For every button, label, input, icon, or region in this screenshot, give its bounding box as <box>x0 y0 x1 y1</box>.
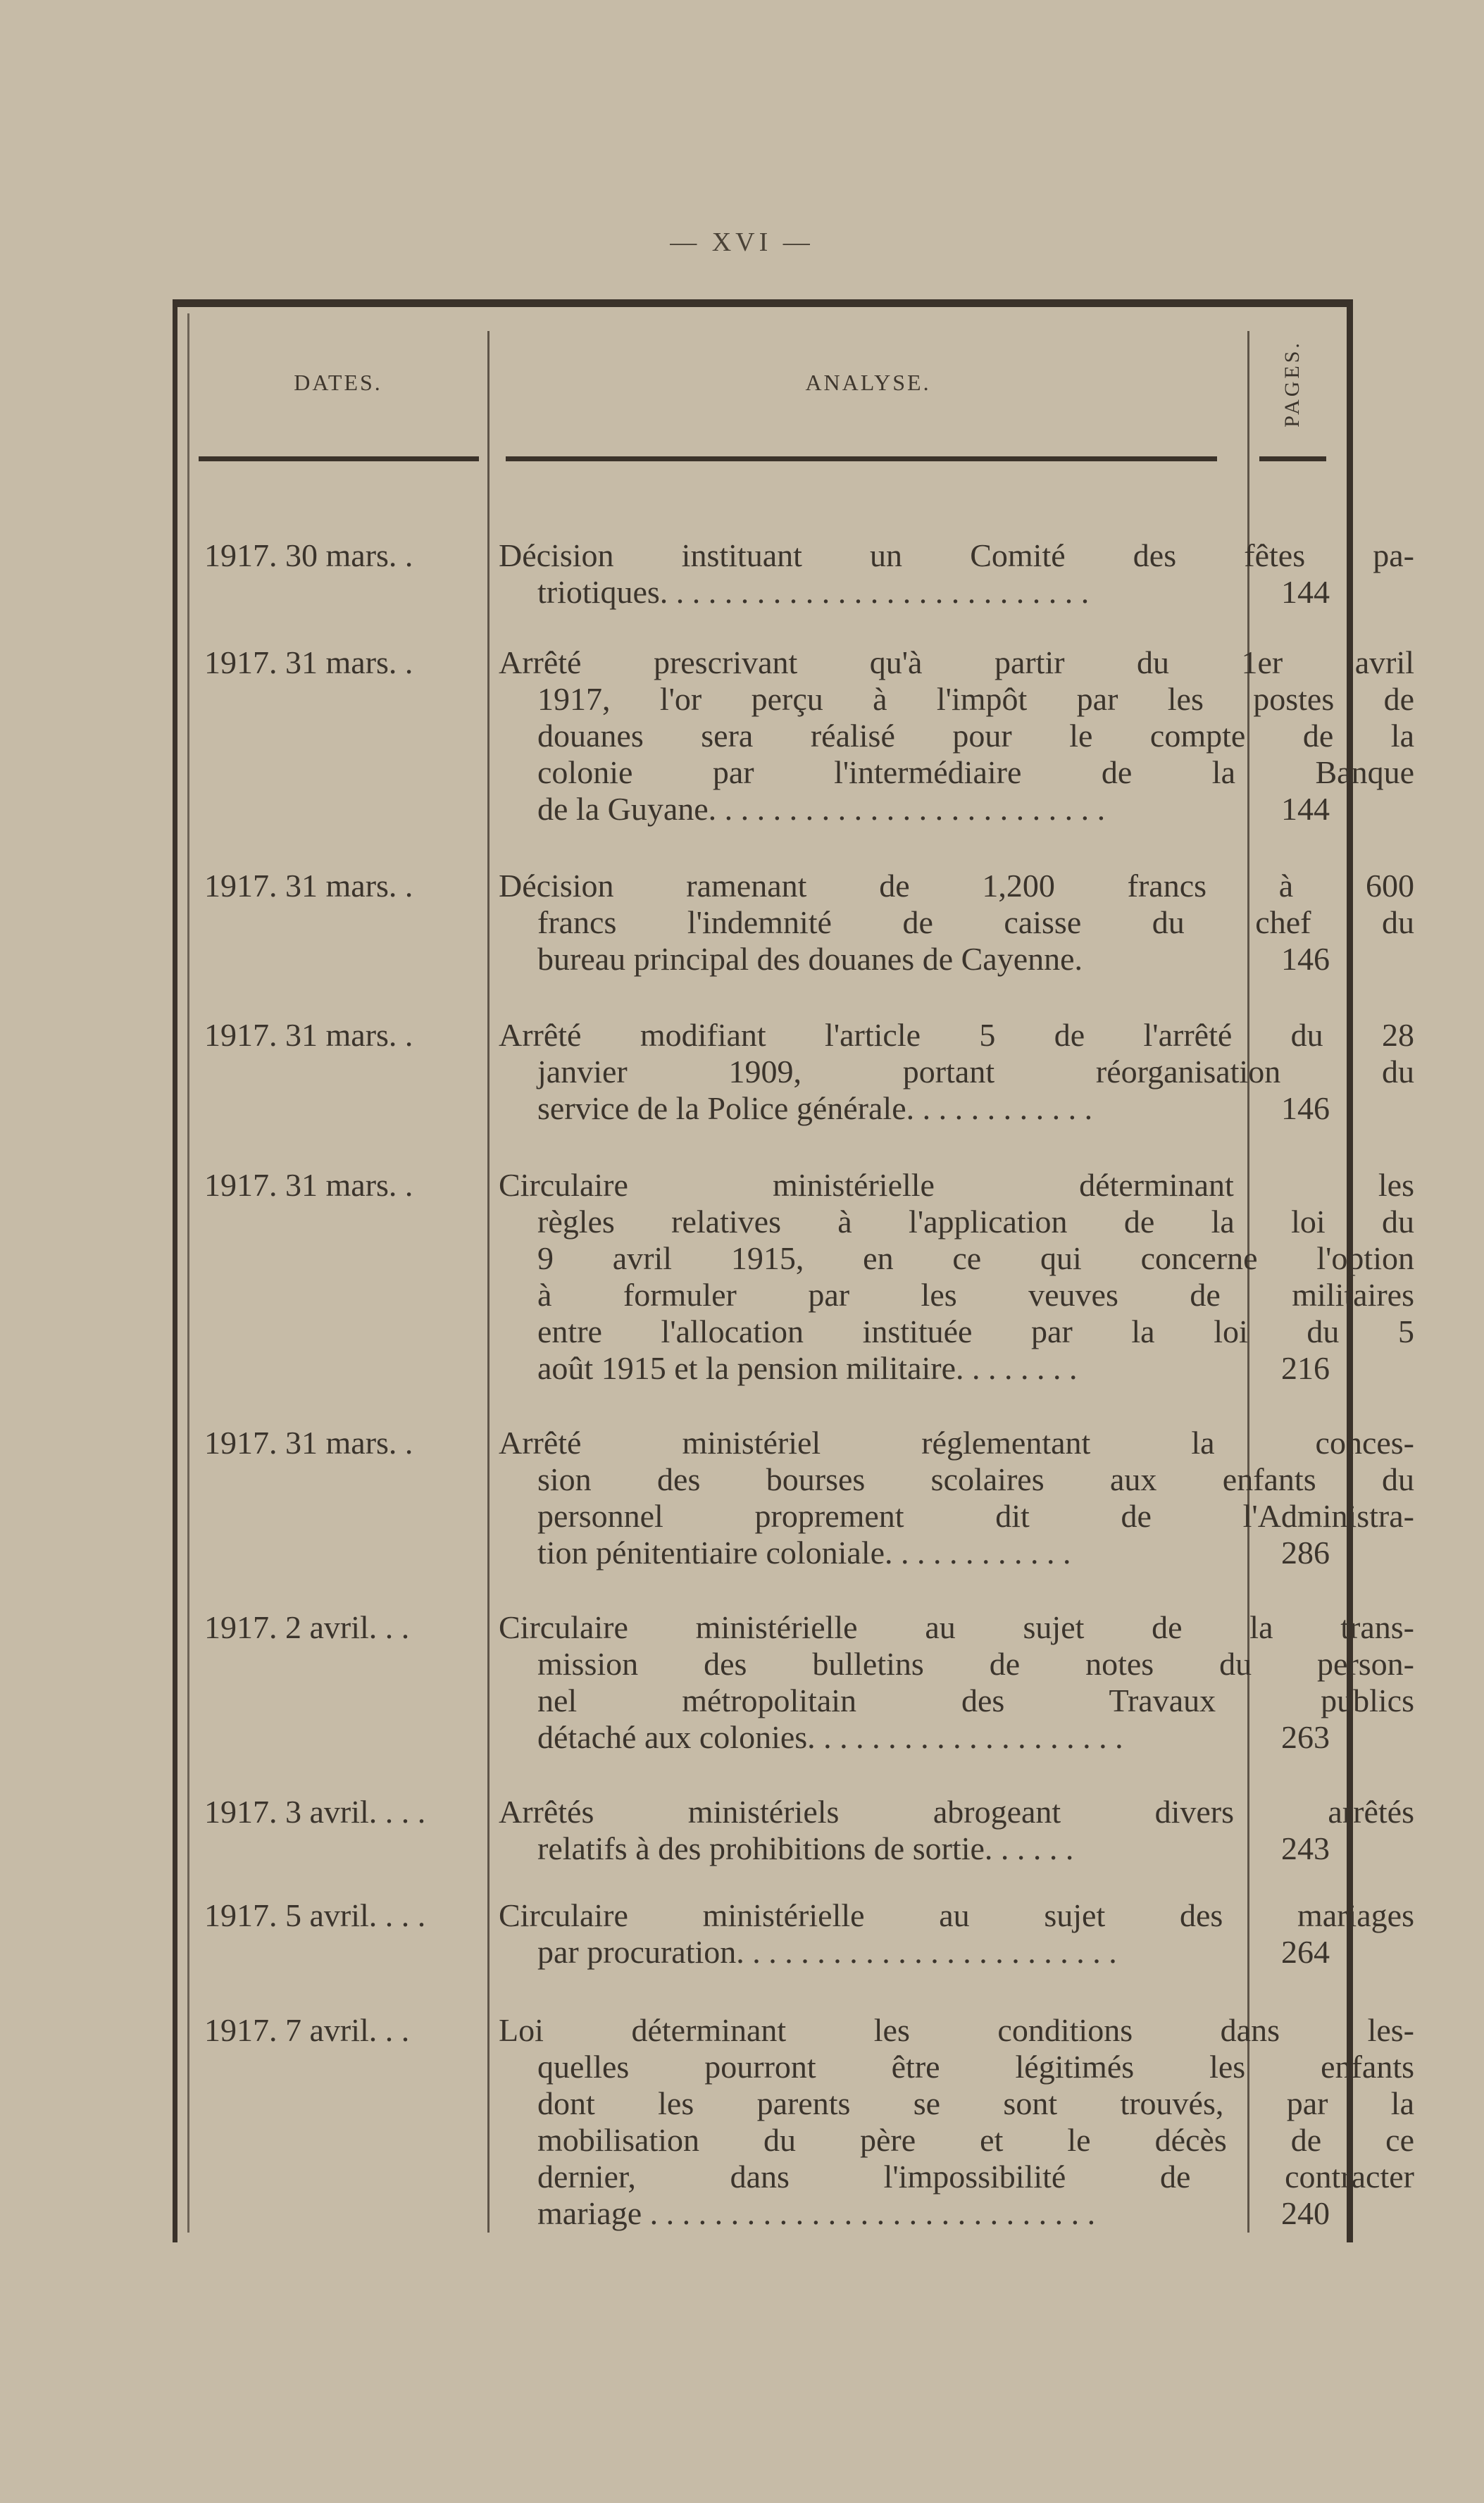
entry-date: 1917. 5 avril. . . . <box>204 1897 426 1933</box>
analysis-line: sion des bourses scolaires aux enfants du <box>537 1461 1414 1497</box>
analysis-line: août 1915 et la pension militaire. . . . . . . . <box>537 1350 1078 1386</box>
analysis-line: règles relatives à l'application de la loi du <box>537 1204 1414 1240</box>
entry-page-number: 216 <box>1281 1350 1330 1386</box>
analysis-line: Circulaire ministérielle déterminant les <box>499 1167 1414 1203</box>
column-header-analyse: ANALYSE. <box>805 370 931 395</box>
entry-date: 1917. 31 mars. . <box>204 1167 413 1203</box>
analysis-line: Décision ramenant de 1,200 francs à 600 <box>499 868 1414 904</box>
analysis-line: entre l'allocation instituée par la loi du 5 <box>537 1313 1414 1349</box>
analysis-line: personnel proprement dit de l'Administra- <box>537 1498 1414 1534</box>
analysis-line: détaché aux colonies. . . . . . . . . . . . . . . . . . . . <box>537 1719 1123 1755</box>
column-header-pages <box>1261 331 1324 437</box>
entry-page-number: 263 <box>1281 1719 1330 1755</box>
analysis-line: mission des bulletins de notes du person- <box>537 1646 1414 1682</box>
entry-page-number: 144 <box>1281 574 1330 610</box>
inner-rule <box>187 313 189 2233</box>
analysis-line: bureau principal des douanes de Cayenne. <box>537 941 1083 977</box>
entry-date: 1917. 30 mars. . <box>204 537 413 573</box>
analysis-line: tion pénitentiaire coloniale. . . . . . . . . . . . <box>537 1535 1071 1571</box>
analysis-line: quelles pourront être légitimés les enfants <box>537 2049 1414 2085</box>
entry-date: 1917. 31 mars. . <box>204 1425 413 1461</box>
analysis-line: Circulaire ministérielle au sujet des mariages <box>499 1897 1414 1933</box>
analysis-line: Arrêtés ministériels abrogeant divers arrêtés <box>499 1794 1414 1830</box>
analysis-line: dont les parents se sont trouvés, par la <box>537 2085 1414 2121</box>
entry-page-number: 146 <box>1281 941 1330 977</box>
column-header-pages-label: PAGES. <box>1280 340 1304 427</box>
header-rule-dates <box>199 456 479 461</box>
analysis-line: 9 avril 1915, en ce qui concerne l'option <box>537 1240 1414 1276</box>
page-header: — XVI — <box>670 227 814 257</box>
analysis-line: relatifs à des prohibitions de sortie. . . . . . <box>537 1830 1074 1866</box>
header-rule-pages <box>1259 456 1326 461</box>
entry-date: 1917. 31 mars. . <box>204 1017 413 1053</box>
entry-page-number: 240 <box>1281 2195 1330 2231</box>
entry-date: 1917. 2 avril. . . <box>204 1609 410 1645</box>
entry-page-number: 264 <box>1281 1934 1330 1970</box>
entry-date: 1917. 3 avril. . . . <box>204 1794 426 1830</box>
analysis-line: douanes sera réalisé pour le compte de la <box>537 718 1414 754</box>
analysis-line: mariage . . . . . . . . . . . . . . . . . . . . . . . . . . . . <box>537 2195 1096 2231</box>
entry-date: 1917. 31 mars. . <box>204 644 413 680</box>
analysis-line: à formuler par les veuves de militaires <box>537 1277 1414 1313</box>
entry-date: 1917. 7 avril. . . <box>204 2012 410 2048</box>
entry-date: 1917. 31 mars. . <box>204 868 413 904</box>
analysis-line: dernier, dans l'impossibilité de contracter <box>537 2159 1414 2195</box>
analysis-line: de la Guyane. . . . . . . . . . . . . . . . . . . . . . . . . <box>537 791 1106 827</box>
analysis-line: Arrêté prescrivant qu'à partir du 1er avril <box>499 644 1414 680</box>
analysis-line: mobilisation du père et le décès de ce <box>537 2122 1414 2158</box>
analysis-line: par procuration. . . . . . . . . . . . . . . . . . . . . . . . <box>537 1934 1117 1970</box>
analysis-line: 1917, l'or perçu à l'impôt par les postes de <box>537 681 1414 717</box>
analysis-line: Loi déterminant les conditions dans les- <box>499 2012 1414 2048</box>
analysis-line: nel métropolitain des Travaux publics <box>537 1683 1414 1718</box>
analysis-line: Arrêté ministériel réglementant la conces- <box>499 1425 1414 1461</box>
analysis-line: triotiques. . . . . . . . . . . . . . . . . . . . . . . . . . . <box>537 574 1090 610</box>
analysis-line: colonie par l'intermédiaire de la Banque <box>537 754 1414 790</box>
analysis-line: Circulaire ministérielle au sujet de la trans- <box>499 1609 1414 1645</box>
entry-page-number: 146 <box>1281 1090 1330 1126</box>
analysis-line: Arrêté modifiant l'article 5 de l'arrêté du 28 <box>499 1017 1414 1053</box>
header-rule-analyse <box>506 456 1217 461</box>
column-divider-dates <box>487 331 490 2233</box>
column-header-dates: DATES. <box>294 370 382 395</box>
analysis-line: francs l'indemnité de caisse du chef du <box>537 904 1414 940</box>
analysis-line: service de la Police générale. . . . . . . . . . . . <box>537 1090 1093 1126</box>
entry-page-number: 286 <box>1281 1535 1330 1571</box>
analysis-line: janvier 1909, portant réorganisation du <box>537 1054 1414 1090</box>
entry-page-number: 144 <box>1281 791 1330 827</box>
analysis-line: Décision instituant un Comité des fêtes pa- <box>499 537 1414 573</box>
entry-page-number: 243 <box>1281 1830 1330 1866</box>
